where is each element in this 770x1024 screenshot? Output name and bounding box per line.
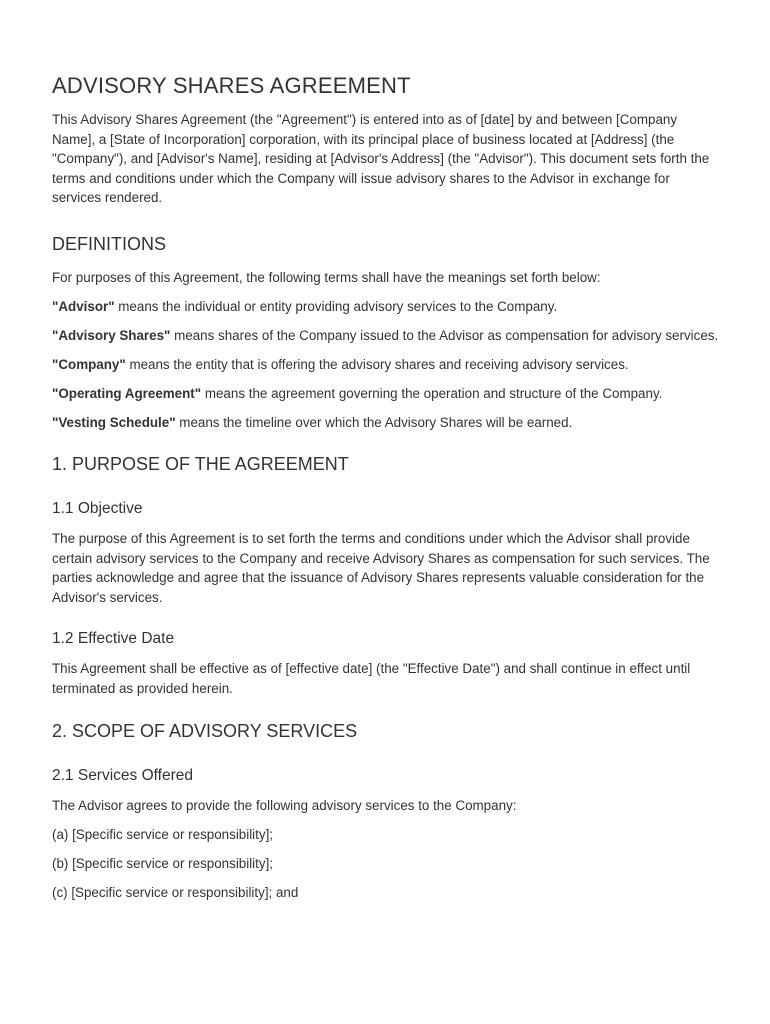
section-2-heading: 2. SCOPE OF ADVISORY SERVICES xyxy=(52,721,358,741)
subsection-1-1-text: The purpose of this Agreement is to set forth the terms and conditions under which the Advisor shall provide certain advisory services to the Company and receive Advisory Shares as compensation for such services. The parties acknowledge and agree that the issuance of Advisory Shares represents valuable consideration for the Advisor's services. xyxy=(52,531,710,605)
definition-advisory-shares xyxy=(52,326,722,346)
document-body xyxy=(52,72,722,912)
definition-text: means shares of the Company issued to the Advisor as compensation for advisory services. xyxy=(170,327,719,343)
definition-term: "Operating Agreement" xyxy=(52,385,202,401)
definition-advisor xyxy=(52,297,722,317)
definition-term: "Advisor" xyxy=(52,298,115,314)
subsection-2-1-lead: The Advisor agrees to provide the following advisory services to the Company: xyxy=(52,798,517,813)
definition-company xyxy=(52,355,722,375)
definitions-lead: For purposes of this Agreement, the following terms shall have the meanings set forth below: xyxy=(52,269,601,285)
intro-paragraph: This Advisory Shares Agreement (the "Agreement") is entered into as of [date] by and between [Company Name], a [State of Incorporation] corporation, with its principal place of business located at [Address] (the "Company"), and [Advisor's Name], residing at [Advisor's Address] (the "Advisor"). This document sets forth the terms and conditions under which the Company will issue advisory shares to the Advisor in exchange for services rendered. xyxy=(52,112,710,205)
definition-text: means the entity that is offering the advisory shares and receiving advisory services. xyxy=(125,356,629,372)
definition-text: means the agreement governing the operation and structure of the Company. xyxy=(201,385,663,401)
definition-term: "Advisory Shares" xyxy=(52,327,171,343)
list-item: (a) [Specific service or responsibility]; xyxy=(52,827,274,842)
definition-term: "Vesting Schedule" xyxy=(52,414,176,430)
definitions-heading: DEFINITIONS xyxy=(52,233,167,254)
section-1-heading: 1. PURPOSE OF THE AGREEMENT xyxy=(52,454,349,474)
definition-text: means the timeline over which the Advisory Shares will be earned. xyxy=(175,414,573,430)
subsection-1-2-heading: 1.2 Effective Date xyxy=(52,630,175,647)
subsection-2-1-heading: 2.1 Services Offered xyxy=(52,767,194,784)
document-title: ADVISORY SHARES AGREEMENT xyxy=(52,73,411,98)
definition-text: means the individual or entity providing advisory services to the Company. xyxy=(114,298,558,314)
definition-term: "Company" xyxy=(52,356,126,372)
definition-vesting-schedule xyxy=(52,413,722,433)
subsection-1-1-heading: 1.1 Objective xyxy=(52,500,143,517)
definition-operating-agreement xyxy=(52,384,722,404)
list-item: (b) [Specific service or responsibility]; xyxy=(52,856,274,871)
list-item: (c) [Specific service or responsibility]; and xyxy=(52,885,299,900)
subsection-1-2-text: This Agreement shall be effective as of [effective date] (the "Effective Date") and shall continue in effect until terminated as provided herein. xyxy=(52,661,691,696)
